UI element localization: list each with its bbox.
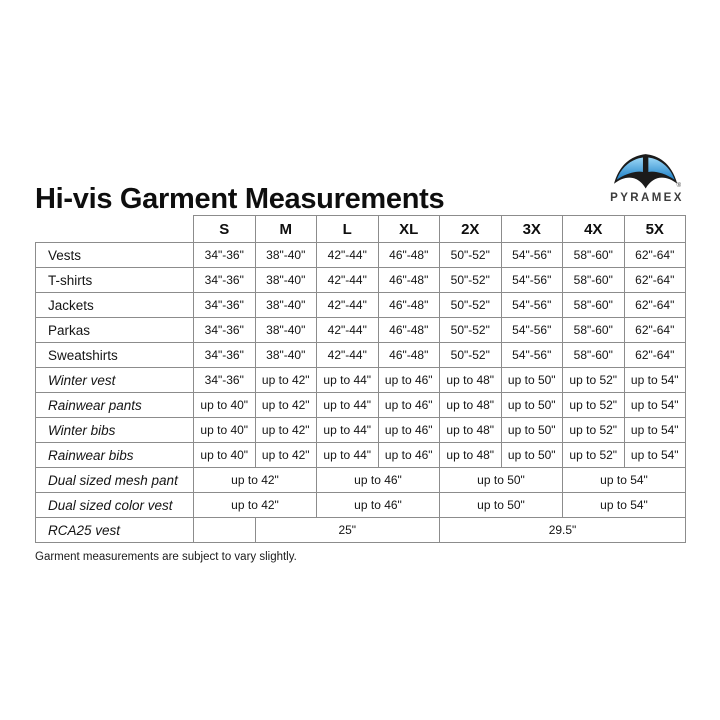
table-cell: up to 54": [624, 393, 686, 418]
measurements-table: [35, 215, 686, 543]
table-cell: 58"-60": [563, 293, 625, 318]
size-column-header: 2X: [440, 216, 502, 243]
table-cell: 54"-56": [501, 293, 563, 318]
table-cell: 38"-40": [255, 318, 317, 343]
table-cell: up to 46": [317, 468, 440, 493]
row-label: Sweatshirts: [36, 343, 194, 368]
table-cell: 58"-60": [563, 318, 625, 343]
table-cell: up to 48": [440, 443, 502, 468]
table-cell: up to 44": [317, 418, 379, 443]
table-cell: up to 42": [194, 493, 317, 518]
table-cell: 46"-48": [378, 343, 440, 368]
table-cell: 38"-40": [255, 293, 317, 318]
row-label: Dual sized mesh pant: [36, 468, 194, 493]
table-row: [36, 368, 686, 393]
table-cell: 50"-52": [440, 268, 502, 293]
table-cell: 50"-52": [440, 318, 502, 343]
table-cell: 34"-36": [194, 268, 256, 293]
table-cell: [194, 518, 256, 543]
table-cell: up to 54": [624, 418, 686, 443]
row-label: Winter bibs: [36, 418, 194, 443]
table-cell: up to 50": [501, 418, 563, 443]
size-column-header: 3X: [501, 216, 563, 243]
table-cell: 42"-44": [317, 343, 379, 368]
table-row: [36, 318, 686, 343]
table-row: [36, 393, 686, 418]
table-cell: 50"-52": [440, 343, 502, 368]
table-cell: 42"-44": [317, 318, 379, 343]
row-label: T-shirts: [36, 268, 194, 293]
table-cell: up to 52": [563, 393, 625, 418]
brand-logo: [606, 152, 688, 204]
table-cell: 54"-56": [501, 268, 563, 293]
table-cell: 50"-52": [440, 293, 502, 318]
table-cell: up to 44": [317, 443, 379, 468]
table-cell: 62"-64": [624, 318, 686, 343]
table-cell: up to 40": [194, 418, 256, 443]
size-header-row: [36, 216, 686, 243]
table-cell: up to 50": [501, 393, 563, 418]
table-cell: up to 46": [378, 418, 440, 443]
table-cell: 58"-60": [563, 343, 625, 368]
table-cell: up to 44": [317, 393, 379, 418]
table-cell: up to 42": [255, 443, 317, 468]
table-cell: up to 50": [440, 493, 563, 518]
brand-wordmark: PYRAMEX: [610, 192, 684, 204]
size-column-header: 5X: [624, 216, 686, 243]
table-row: [36, 243, 686, 268]
table-cell: 34"-36": [194, 368, 256, 393]
page-title: Hi-vis Garment Measurements: [35, 183, 445, 216]
table-cell: up to 54": [563, 493, 686, 518]
table-cell: 62"-64": [624, 243, 686, 268]
row-label: RCA25 vest: [36, 518, 194, 543]
table-cell: up to 50": [501, 443, 563, 468]
table-cell: up to 52": [563, 443, 625, 468]
table-cell: up to 42": [255, 418, 317, 443]
table-cell: up to 54": [624, 368, 686, 393]
table-cell: 46"-48": [378, 318, 440, 343]
table-cell: 34"-36": [194, 343, 256, 368]
table-row: [36, 293, 686, 318]
table-cell: up to 50": [440, 468, 563, 493]
table-cell: 42"-44": [317, 293, 379, 318]
table-cell: up to 46": [317, 493, 440, 518]
table-cell: 34"-36": [194, 293, 256, 318]
table-row: [36, 468, 686, 493]
table-cell: up to 42": [194, 468, 317, 493]
table-row: [36, 443, 686, 468]
size-column-header: XL: [378, 216, 440, 243]
table-cell: 62"-64": [624, 293, 686, 318]
table-cell: 38"-40": [255, 268, 317, 293]
table-cell: up to 52": [563, 418, 625, 443]
table-cell: up to 40": [194, 393, 256, 418]
table-cell: up to 46": [378, 443, 440, 468]
table-cell: 46"-48": [378, 268, 440, 293]
table-cell: 29.5": [440, 518, 686, 543]
table-row: [36, 518, 686, 543]
table-cell: 38"-40": [255, 343, 317, 368]
table-cell: up to 52": [563, 368, 625, 393]
row-label: Dual sized color vest: [36, 493, 194, 518]
table-cell: 54"-56": [501, 343, 563, 368]
row-label: Rainwear pants: [36, 393, 194, 418]
table-cell: 54"-56": [501, 318, 563, 343]
table-cell: up to 42": [255, 368, 317, 393]
table-cell: up to 44": [317, 368, 379, 393]
table-row: [36, 418, 686, 443]
size-column-header: M: [255, 216, 317, 243]
registered-trademark: ®: [676, 183, 682, 190]
table-cell: 54"-56": [501, 243, 563, 268]
size-column-header: L: [317, 216, 379, 243]
row-label: Vests: [36, 243, 194, 268]
table-cell: up to 48": [440, 393, 502, 418]
pyramex-mark-icon: [612, 152, 682, 190]
table-cell: 58"-60": [563, 268, 625, 293]
table-cell: 34"-36": [194, 318, 256, 343]
table-cell: up to 42": [255, 393, 317, 418]
table-cell: 62"-64": [624, 268, 686, 293]
size-column-header: 4X: [563, 216, 625, 243]
table-row: [36, 493, 686, 518]
table-cell: up to 46": [378, 368, 440, 393]
table-cell: 58"-60": [563, 243, 625, 268]
table-row: [36, 343, 686, 368]
table-cell: 38"-40": [255, 243, 317, 268]
table-cell: 46"-48": [378, 243, 440, 268]
table-cell: up to 48": [440, 368, 502, 393]
table-cell: 46"-48": [378, 293, 440, 318]
header-spacer: [36, 216, 194, 243]
footnote: Garment measurements are subject to vary slightly.: [35, 551, 297, 563]
table-cell: up to 46": [378, 393, 440, 418]
table-row: [36, 268, 686, 293]
table-cell: up to 54": [624, 443, 686, 468]
table-cell: up to 54": [563, 468, 686, 493]
size-column-header: S: [194, 216, 256, 243]
table-cell: up to 48": [440, 418, 502, 443]
row-label: Parkas: [36, 318, 194, 343]
table-cell: 62"-64": [624, 343, 686, 368]
table-cell: 25": [255, 518, 440, 543]
row-label: Winter vest: [36, 368, 194, 393]
row-label: Jackets: [36, 293, 194, 318]
table-cell: up to 50": [501, 368, 563, 393]
row-label: Rainwear bibs: [36, 443, 194, 468]
table-cell: 42"-44": [317, 243, 379, 268]
table-cell: 42"-44": [317, 268, 379, 293]
table-cell: 50"-52": [440, 243, 502, 268]
table-cell: up to 40": [194, 443, 256, 468]
table-cell: 34"-36": [194, 243, 256, 268]
